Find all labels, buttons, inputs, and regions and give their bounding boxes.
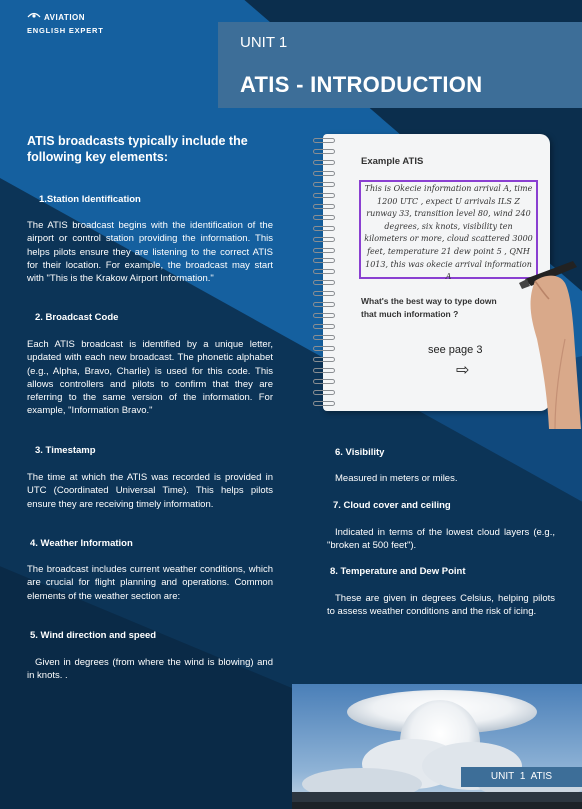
arrow-right-icon: ⇨ <box>456 362 470 379</box>
unit-label: UNIT 1 <box>240 34 288 51</box>
section-body-temperature: These are given in degrees Celsius, helping pilots to assess weather conditions and the risk of icing. <box>327 593 555 618</box>
section-body-visibility: Measured in meters or miles. <box>335 473 458 484</box>
footer-unit-label: UNIT 1 ATIS <box>461 767 582 787</box>
notebook-spiral <box>313 138 335 406</box>
section-heading-cloud: 7. Cloud cover and ceiling <box>333 500 451 511</box>
section-heading-visibility: 6. Visibility <box>335 447 385 458</box>
section-heading-station: 1.Station Identification <box>39 194 141 205</box>
cumulonimbus-photo <box>292 684 582 809</box>
section-heading-timestamp: 3. Timestamp <box>35 445 96 456</box>
logo <box>27 11 117 35</box>
logo-text-top: AVIATION <box>44 13 86 22</box>
section-body-weather: The broadcast includes current weather conditions, which are crucial for flight planning and operations. Common elements of the weather section are: <box>27 564 273 602</box>
hand-with-marker-illustration <box>515 259 581 429</box>
section-heading-wind: 5. Wind direction and speed <box>30 630 157 641</box>
section-body-cloud: Indicated in terms of the lowest cloud layers (e.g., "broken at 500 feet"). <box>327 527 555 552</box>
plane-icon <box>27 11 41 24</box>
page-title: ATIS - INTRODUCTION <box>240 72 483 97</box>
section-heading-weather: 4. Weather Information <box>30 538 133 549</box>
intro-heading: ATIS broadcasts typically include the following key elements: <box>27 134 248 164</box>
see-page-note: see page 3 <box>428 344 483 356</box>
section-heading-broadcast-code: 2. Broadcast Code <box>35 312 119 323</box>
notebook-question: What's the best way to type down that much information ? <box>361 296 497 319</box>
notebook-heading: Example ATIS <box>361 156 424 167</box>
section-body-wind: Given in degrees (from where the wind is blowing) and in knots. . <box>27 657 273 682</box>
logo-text-bottom: ENGLISH EXPERT <box>27 26 104 35</box>
section-body-broadcast-code: Each ATIS broadcast is identified by a unique letter, updated with each new broadcast. The phonetic alphabet (e.g., Alpha, Bravo, Charlie) is used for this code. This allows controllers and pilots to confirm that they are referring to the same version of the information. For example, "Information Bravo." <box>27 339 273 417</box>
section-heading-temperature: 8. Temperature and Dew Point <box>330 566 466 577</box>
title-banner <box>218 22 582 108</box>
handwritten-atis-box: This is Okecie information arrival A, time 1200 UTC , expect U arrivals ILS Z runway 33, transition level 80, wind 240 degrees, six knots, visibility ten kilometers or more, cloud scattered 3000 feet, temperature 21 dew point 5 , QNH 1013, this was okecie arrival information A <box>359 180 538 279</box>
section-body-timestamp: The time at which the ATIS was recorded is provided in UTC (Coordinated Universal Time). This helps pilots ensure they are receiving timely information. <box>27 472 273 510</box>
section-body-station: The ATIS broadcast begins with the identification of the airport or control station providing the information. This helps pilots ensure they are listening to the correct ATIS for their location. For example, the broadcast may start with "This is the Krakow Airport Information." <box>27 220 273 285</box>
